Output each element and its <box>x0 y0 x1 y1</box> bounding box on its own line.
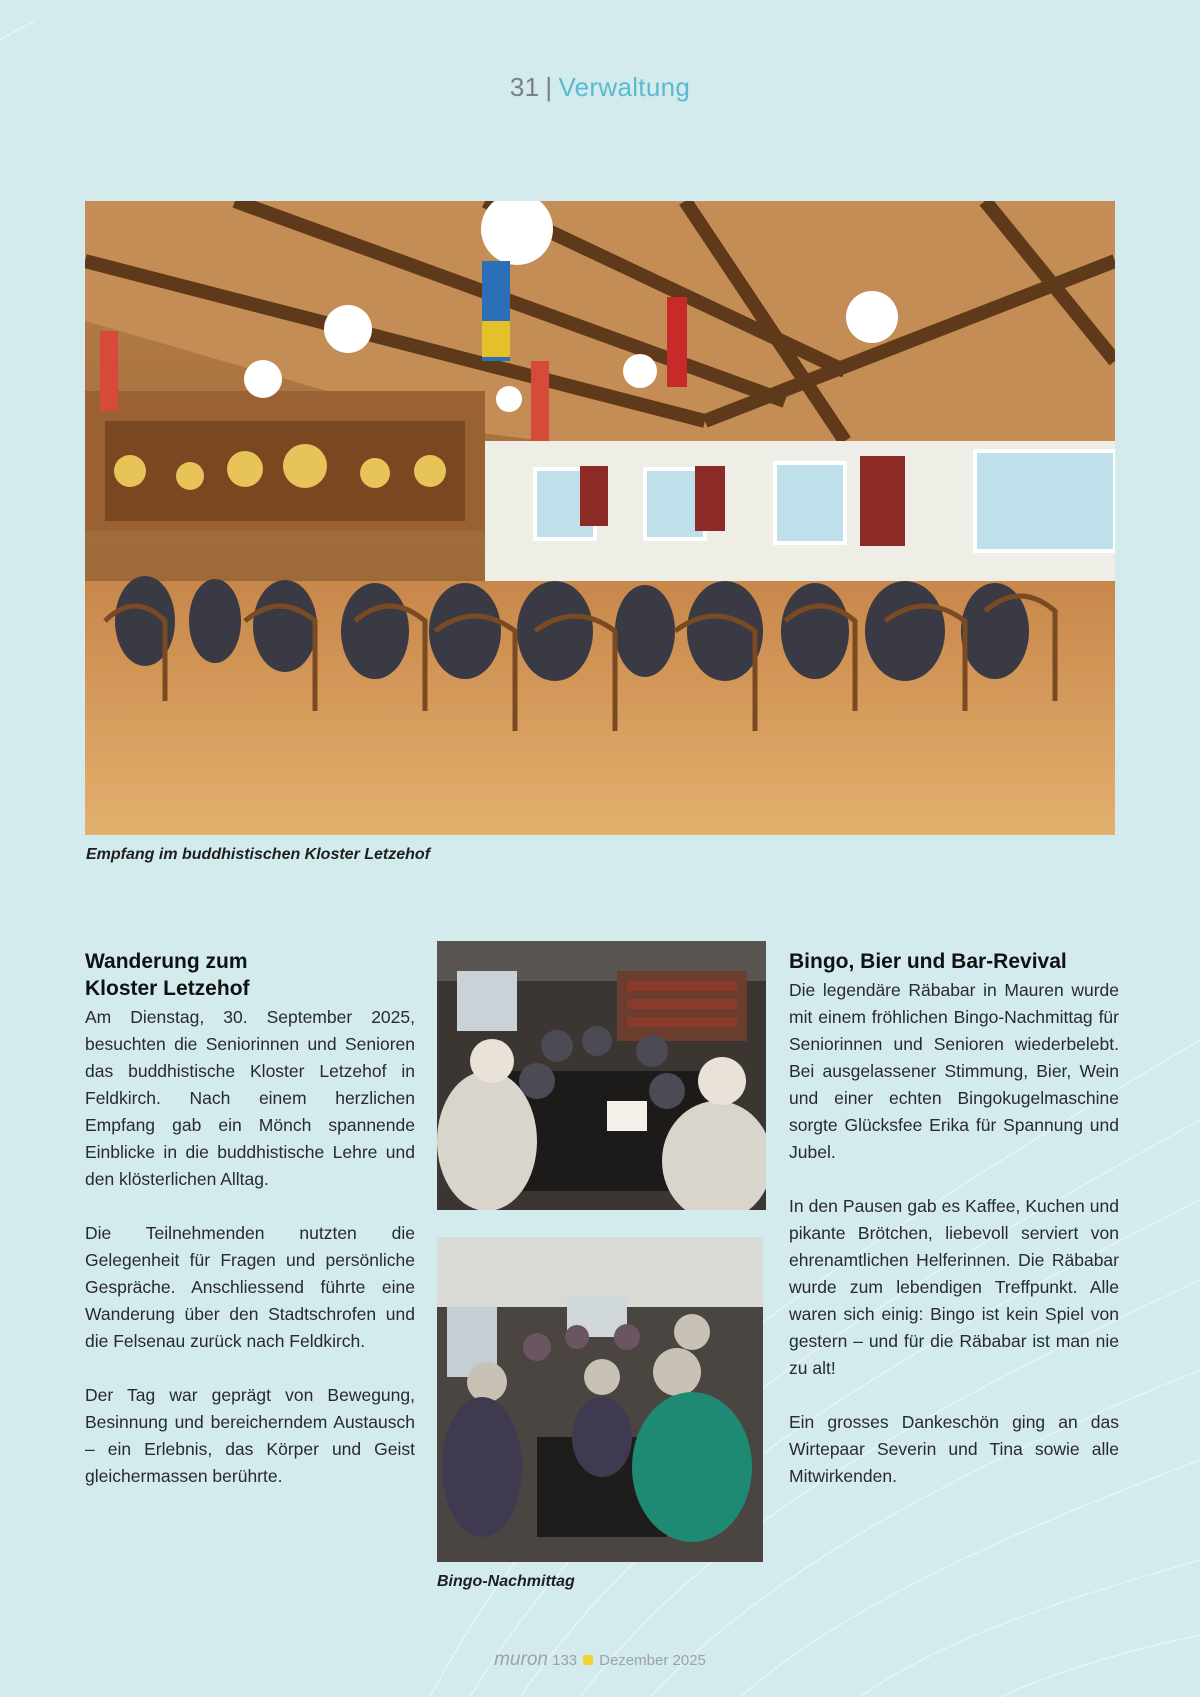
issue-date: Dezember 2025 <box>599 1652 706 1669</box>
bingo-photo-top <box>437 941 766 1210</box>
article-right <box>789 948 1119 1517</box>
page-header <box>0 72 1200 103</box>
header-separator: | <box>545 72 553 102</box>
article-right-title: Bingo, Bier und Bar-Revival <box>789 950 1067 973</box>
article-left-title <box>85 948 415 1002</box>
page-number: 31 <box>509 72 540 102</box>
article-left-paragraph: Die Teilnehmenden nutzten die Gelegenheit für Fragen und persönliche Gespräche. Anschliessend führte eine Wanderung über den Stadtschrofen und die Felsenau zurück nach Feldkirch. <box>85 1223 415 1351</box>
monastery-photo-caption: Empfang im buddhistischen Kloster Letzehof <box>86 846 431 863</box>
article-left-paragraph: Am Dienstag, 30. September 2025, besuchten die Seniorinnen und Senioren das buddhistische Kloster Letzehof in Feldkirch. Nach einem herzlichen Empfang gab ein Mönch spannende Einblicke in die buddhistische Lehre und den klösterlichen Alltag. <box>85 1007 415 1189</box>
article-left-paragraph: Der Tag war geprägt von Bewegung, Besinnung und bereicherndem Austausch – ein Erlebnis, das Körper und Geist gleichermassen berührte. <box>85 1385 415 1486</box>
article-left <box>85 948 415 1517</box>
article-right-paragraph: In den Pausen gab es Kaffee, Kuchen und pikante Brötchen, liebevoll serviert von ehrenamtlichen Helferinnen. Die Räbabar wurde zum lebendigen Treffpunkt. Alle waren sich einig: Bingo ist kein Spiel von gestern – und für die Räbabar ist man nie zu alt! <box>789 1196 1119 1378</box>
bingo-photo-caption: Bingo-Nachmittag <box>437 1573 575 1590</box>
magazine-brand: muron <box>494 1649 548 1670</box>
article-right-paragraph: Ein grosses Dankeschön ging an das Wirtepaar Severin und Tina sowie alle Mitwirkenden. <box>789 1412 1119 1486</box>
section-title: Verwaltung <box>558 72 691 102</box>
article-left-title-line2: Kloster Letzehof <box>85 977 250 1000</box>
bingo-photo-bottom <box>437 1237 763 1562</box>
footer-square-icon <box>583 1655 593 1665</box>
page-footer <box>0 1649 1200 1671</box>
article-left-title-line1: Wanderung zum <box>85 950 248 973</box>
article-right-paragraph: Die legendäre Räbabar in Mauren wurde mit einem fröhlichen Bingo-Nachmittag für Seniorinnen und Senioren wiederbelebt. Bei ausgelassener Stimmung, Bier, Wein und einer echten Bingokugelmaschine sorgte Glücksfee Erika für Spannung und Jubel. <box>789 980 1119 1162</box>
issue-number: 133 <box>552 1652 578 1669</box>
monastery-photo <box>85 201 1115 835</box>
